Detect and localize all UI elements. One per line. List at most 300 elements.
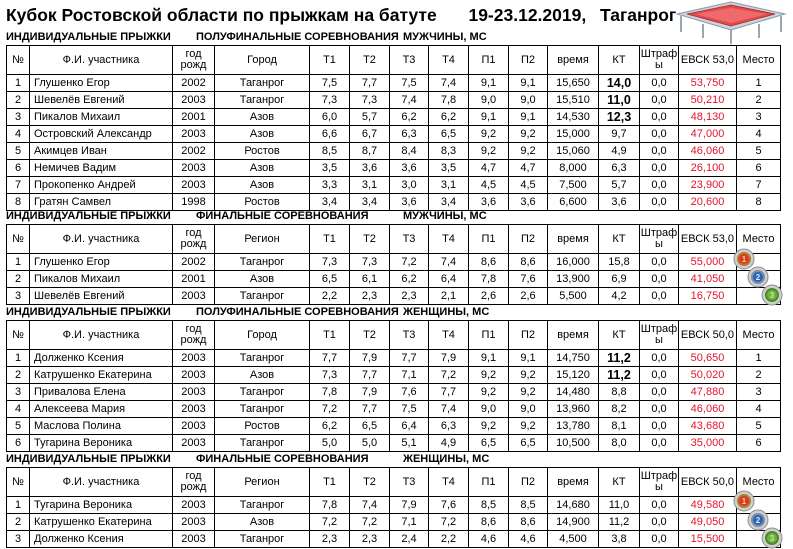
table-cell: 7,2 xyxy=(429,367,469,384)
kt-cell: 11,0 xyxy=(599,92,640,109)
kt-cell: 8,0 xyxy=(599,435,640,452)
evsk-score: 16,750 xyxy=(679,288,737,305)
table-cell: 6,7 xyxy=(350,126,390,143)
kt-cell: 15,8 xyxy=(599,254,640,271)
table-cell: 7,8 xyxy=(310,384,350,401)
table-cell: Таганрог xyxy=(215,75,310,92)
table-cell: 2 xyxy=(7,367,30,384)
table-cell: Ростов xyxy=(215,143,310,160)
table-cell: Таганрог xyxy=(215,531,310,548)
table-cell: 6 xyxy=(7,435,30,452)
table-cell: 15,060 xyxy=(548,143,599,160)
table-cell: 6,3 xyxy=(429,418,469,435)
table-cell: 2002 xyxy=(173,75,215,92)
column-header: Т4 xyxy=(429,46,469,75)
evsk-score: 46,060 xyxy=(679,143,737,160)
table-cell: 6,2 xyxy=(390,271,429,288)
competition-dates: 19-23.12.2019, xyxy=(468,5,587,25)
trampoline-icon xyxy=(673,0,789,46)
table-cell: 7,7 xyxy=(429,384,469,401)
table-cell: 9,2 xyxy=(469,384,509,401)
table-cell: 0,0 xyxy=(640,143,679,160)
table-cell: 16,000 xyxy=(548,254,599,271)
table-cell: 10,500 xyxy=(548,435,599,452)
evsk-score: 41,050 xyxy=(679,271,737,288)
table-cell: Азов xyxy=(215,271,310,288)
table-cell: 1 xyxy=(7,497,30,514)
evsk-score: 50,210 xyxy=(679,92,737,109)
evsk-score: 23,900 xyxy=(679,177,737,194)
evsk-score: 46,060 xyxy=(679,401,737,418)
column-header: № xyxy=(7,225,30,254)
kt-cell: 8,8 xyxy=(599,384,640,401)
table-cell: 7,4 xyxy=(350,497,390,514)
column-header: время xyxy=(548,321,599,350)
kt-cell: 14,0 xyxy=(599,75,640,92)
table-cell: 7,3 xyxy=(310,254,350,271)
table-cell: 7,5 xyxy=(390,75,429,92)
column-header: время xyxy=(548,225,599,254)
table-cell: 0,0 xyxy=(640,435,679,452)
table-cell: 7,9 xyxy=(390,497,429,514)
kt-cell: 8,1 xyxy=(599,418,640,435)
table-cell: 1 xyxy=(7,75,30,92)
results-table xyxy=(6,467,781,548)
column-header: Место xyxy=(737,225,781,254)
table-cell: 4,7 xyxy=(469,160,509,177)
athlete-name: Катрушенко Екатерина xyxy=(30,514,173,531)
results-table xyxy=(6,320,781,452)
kt-cell: 3,8 xyxy=(599,531,640,548)
table-cell: 14,680 xyxy=(548,497,599,514)
column-header: Т3 xyxy=(390,468,429,497)
table-cell: Азов xyxy=(215,160,310,177)
column-header: КТ xyxy=(599,468,640,497)
table-cell: Азов xyxy=(215,514,310,531)
table-cell: 7,3 xyxy=(350,92,390,109)
evsk-score: 50,650 xyxy=(679,350,737,367)
table-cell: 3,4 xyxy=(310,194,350,211)
column-header: год рожд xyxy=(173,321,215,350)
table-cell: 3 xyxy=(7,288,30,305)
athlete-name: Катрушенко Екатерина xyxy=(30,367,173,384)
table-cell: 6,2 xyxy=(429,109,469,126)
table-cell: 6,3 xyxy=(390,126,429,143)
section-group: МУЖЧИНЫ, МС xyxy=(403,31,487,43)
table-cell: 3,1 xyxy=(350,177,390,194)
table-cell: 1998 xyxy=(173,194,215,211)
table-cell: 0,0 xyxy=(640,177,679,194)
table-cell: 0,0 xyxy=(640,75,679,92)
column-header: время xyxy=(548,46,599,75)
table-cell: 13,900 xyxy=(548,271,599,288)
table-cell: 2003 xyxy=(173,497,215,514)
table-cell: 4,500 xyxy=(548,531,599,548)
section-title xyxy=(6,305,646,320)
table-cell: 6,6 xyxy=(310,126,350,143)
table-cell: 6,5 xyxy=(350,418,390,435)
kt-cell: 6,9 xyxy=(599,271,640,288)
table-cell: 1 xyxy=(7,350,30,367)
table-cell: Азов xyxy=(215,109,310,126)
kt-cell: 11,2 xyxy=(599,514,640,531)
column-header: Т3 xyxy=(390,321,429,350)
table-cell: 9,1 xyxy=(509,75,548,92)
table-cell: 0,0 xyxy=(640,367,679,384)
table-cell: 5 xyxy=(7,143,30,160)
column-header: Т3 xyxy=(390,225,429,254)
table-cell: 6 xyxy=(7,160,30,177)
table-cell: 3,6 xyxy=(469,194,509,211)
table-cell: 3,5 xyxy=(429,160,469,177)
table-cell: 4 xyxy=(7,126,30,143)
table-cell: 2003 xyxy=(173,418,215,435)
column-header: год рожд xyxy=(173,225,215,254)
table-cell: 7,4 xyxy=(429,254,469,271)
table-cell: 6,5 xyxy=(429,126,469,143)
table-cell: 13,960 xyxy=(548,401,599,418)
table-cell: 7,6 xyxy=(390,384,429,401)
athlete-name: Пикалов Михаил xyxy=(30,109,173,126)
kt-cell: 8,2 xyxy=(599,401,640,418)
athlete-name: Тугарина Вероника xyxy=(30,435,173,452)
table-cell: 7,2 xyxy=(390,254,429,271)
table-cell: 7,4 xyxy=(390,92,429,109)
athlete-name: Прокопенко Андрей xyxy=(30,177,173,194)
column-header: КТ xyxy=(599,46,640,75)
place-cell: 5 xyxy=(737,418,781,435)
column-header: ЕВСК 53,0 xyxy=(679,46,737,75)
evsk-score: 53,750 xyxy=(679,75,737,92)
table-cell: Таганрог xyxy=(215,435,310,452)
table-cell: 2001 xyxy=(173,271,215,288)
table-cell: 0,0 xyxy=(640,254,679,271)
table-cell: 2003 xyxy=(173,384,215,401)
table-cell: 9,2 xyxy=(509,384,548,401)
medal-number: 3 xyxy=(769,534,775,543)
kt-cell: 6,3 xyxy=(599,160,640,177)
table-cell: Таганрог xyxy=(215,288,310,305)
table-cell: 9,1 xyxy=(469,109,509,126)
table-cell: 4,9 xyxy=(429,435,469,452)
table-cell: Таганрог xyxy=(215,384,310,401)
table-cell: 3,1 xyxy=(429,177,469,194)
column-header: П1 xyxy=(469,468,509,497)
column-header: ЕВСК 53,0 xyxy=(679,225,737,254)
table-cell: 15,650 xyxy=(548,75,599,92)
athlete-name: Глушенко Егор xyxy=(30,254,173,271)
table-cell: 2 xyxy=(7,514,30,531)
column-header: П2 xyxy=(509,46,548,75)
table-cell: 7,3 xyxy=(310,92,350,109)
table-cell: 8,000 xyxy=(548,160,599,177)
table-cell: 5,0 xyxy=(310,435,350,452)
table-row xyxy=(7,75,781,92)
evsk-score: 49,050 xyxy=(679,514,737,531)
table-cell: 8,6 xyxy=(469,254,509,271)
column-header: КТ xyxy=(599,225,640,254)
athlete-name: Долженко Ксения xyxy=(30,350,173,367)
column-header: Город xyxy=(215,46,310,75)
column-header: Регион xyxy=(215,468,310,497)
table-cell: 9,2 xyxy=(509,126,548,143)
evsk-score: 55,000 xyxy=(679,254,737,271)
table-cell: 0,0 xyxy=(640,401,679,418)
table-cell: 5,1 xyxy=(390,435,429,452)
table-cell: 4,5 xyxy=(509,177,548,194)
table-cell: 6,0 xyxy=(310,109,350,126)
section-title xyxy=(6,452,646,467)
table-cell: 15,120 xyxy=(548,367,599,384)
table-cell: 7,6 xyxy=(429,497,469,514)
table-cell: 9,2 xyxy=(509,367,548,384)
table-cell: 14,530 xyxy=(548,109,599,126)
table-cell: Таганрог xyxy=(215,350,310,367)
table-cell: 3,3 xyxy=(310,177,350,194)
table-cell: 7,9 xyxy=(429,350,469,367)
column-header: Т3 xyxy=(390,46,429,75)
section-group: ЖЕНЩИНЫ, МС xyxy=(403,306,490,318)
section-stage: ФИНАЛЬНЫЕ СОРЕВНОВАНИЯ xyxy=(196,210,369,222)
table-cell: 0,0 xyxy=(640,418,679,435)
column-header: Место xyxy=(737,468,781,497)
section-group: МУЖЧИНЫ, МС xyxy=(403,210,487,222)
table-cell: 8,3 xyxy=(429,143,469,160)
table-cell: 5 xyxy=(7,418,30,435)
column-header: П2 xyxy=(509,468,548,497)
table-cell: 8,6 xyxy=(469,514,509,531)
table-cell: 2002 xyxy=(173,254,215,271)
athlete-name: Пикалов Михаил xyxy=(30,271,173,288)
evsk-score: 20,600 xyxy=(679,194,737,211)
table-header-row xyxy=(7,321,781,350)
evsk-score: 15,500 xyxy=(679,531,737,548)
place-cell: 1 xyxy=(737,75,781,92)
table-row xyxy=(7,401,781,418)
column-header: П1 xyxy=(469,321,509,350)
kt-cell: 9,7 xyxy=(599,126,640,143)
table-cell: 9,2 xyxy=(509,143,548,160)
table-cell: Таганрог xyxy=(215,254,310,271)
table-cell: 7,7 xyxy=(390,350,429,367)
table-cell: 8 xyxy=(7,194,30,211)
table-cell: 2,3 xyxy=(310,531,350,548)
table-cell: 3,6 xyxy=(509,194,548,211)
column-header: Т1 xyxy=(310,468,350,497)
table-cell: 7,5 xyxy=(310,75,350,92)
place-cell: 6 xyxy=(737,160,781,177)
table-cell: 7,7 xyxy=(350,367,390,384)
table-row xyxy=(7,126,781,143)
table-cell: 2,1 xyxy=(429,288,469,305)
athlete-name: Долженко Ксения xyxy=(30,531,173,548)
table-cell: 2001 xyxy=(173,109,215,126)
column-header: Т2 xyxy=(350,468,390,497)
table-cell: 4,6 xyxy=(509,531,548,548)
table-cell: 6,5 xyxy=(509,435,548,452)
table-cell: 2003 xyxy=(173,288,215,305)
table-cell: 7,7 xyxy=(310,350,350,367)
athlete-name: Шевелёв Евгений xyxy=(30,288,173,305)
table-cell: 7,500 xyxy=(548,177,599,194)
table-cell: 6,2 xyxy=(310,418,350,435)
evsk-score: 47,880 xyxy=(679,384,737,401)
table-cell: 8,6 xyxy=(509,254,548,271)
table-header-row xyxy=(7,46,781,75)
athlete-name: Островский Александр xyxy=(30,126,173,143)
kt-cell: 4,2 xyxy=(599,288,640,305)
table-cell: 0,0 xyxy=(640,126,679,143)
table-cell: 8,6 xyxy=(509,514,548,531)
table-cell: 3 xyxy=(7,531,30,548)
column-header: Ф.И. участника xyxy=(30,46,173,75)
table-cell: 9,2 xyxy=(469,143,509,160)
table-row xyxy=(7,367,781,384)
table-cell: 0,0 xyxy=(640,384,679,401)
competition-city: Таганрог xyxy=(599,5,677,25)
table-row xyxy=(7,271,781,288)
table-row xyxy=(7,531,781,548)
table-cell: 0,0 xyxy=(640,194,679,211)
table-cell: 6,5 xyxy=(310,271,350,288)
place-cell: 1 xyxy=(737,350,781,367)
table-cell: 9,2 xyxy=(469,367,509,384)
table-cell: 9,0 xyxy=(469,401,509,418)
section-title xyxy=(6,30,646,45)
table-cell: 8,4 xyxy=(390,143,429,160)
athlete-name: Тугарина Вероника xyxy=(30,497,173,514)
table-cell: 0,0 xyxy=(640,271,679,288)
table-cell: 0,0 xyxy=(640,288,679,305)
table-cell: 7,2 xyxy=(310,401,350,418)
results-table xyxy=(6,45,781,211)
results-table xyxy=(6,224,781,305)
table-cell: Ростов xyxy=(215,418,310,435)
place-cell: 6 xyxy=(737,435,781,452)
table-cell: 2,6 xyxy=(469,288,509,305)
table-row xyxy=(7,143,781,160)
table-cell: Ростов xyxy=(215,194,310,211)
table-cell: 3,5 xyxy=(310,160,350,177)
table-cell: 7,4 xyxy=(429,75,469,92)
medal-number: 1 xyxy=(741,255,747,264)
table-cell: 1 xyxy=(7,254,30,271)
table-cell: 2,6 xyxy=(509,288,548,305)
table-cell: 2 xyxy=(7,271,30,288)
table-row xyxy=(7,92,781,109)
kt-cell: 12,3 xyxy=(599,109,640,126)
kt-cell: 3,6 xyxy=(599,194,640,211)
athlete-name: Немичев Вадим xyxy=(30,160,173,177)
place-cell: 2 xyxy=(737,367,781,384)
athlete-name: Глушенко Егор xyxy=(30,75,173,92)
table-cell: 3,6 xyxy=(390,160,429,177)
evsk-score: 35,000 xyxy=(679,435,737,452)
column-header: Город xyxy=(215,321,310,350)
table-row xyxy=(7,418,781,435)
table-cell: 9,1 xyxy=(469,350,509,367)
table-cell: 7,9 xyxy=(350,384,390,401)
column-header: П1 xyxy=(469,225,509,254)
column-header: Т2 xyxy=(350,46,390,75)
column-header: Т4 xyxy=(429,468,469,497)
table-row xyxy=(7,497,781,514)
table-cell: 3,6 xyxy=(390,194,429,211)
column-header: № xyxy=(7,46,30,75)
table-cell: 2003 xyxy=(173,350,215,367)
column-header: Т1 xyxy=(310,225,350,254)
column-header: время xyxy=(548,468,599,497)
table-cell: 7,8 xyxy=(310,497,350,514)
kt-cell: 11,0 xyxy=(599,497,640,514)
section-group: ЖЕНЩИНЫ, МС xyxy=(403,453,490,465)
table-row xyxy=(7,177,781,194)
table-cell: 7,2 xyxy=(429,514,469,531)
evsk-score: 47,000 xyxy=(679,126,737,143)
table-cell: 2003 xyxy=(173,177,215,194)
table-cell: 14,480 xyxy=(548,384,599,401)
table-cell: 8,7 xyxy=(350,143,390,160)
table-cell: 4,6 xyxy=(469,531,509,548)
table-cell: 9,2 xyxy=(509,418,548,435)
section-stage: ПОЛУФИНАЛЬНЫЕ СОРЕВНОВАНИЯ xyxy=(196,31,399,43)
table-cell: 8,5 xyxy=(469,497,509,514)
table-cell: 3,4 xyxy=(429,194,469,211)
section-title xyxy=(6,209,646,224)
table-cell: 6,2 xyxy=(390,109,429,126)
table-cell: 15,000 xyxy=(548,126,599,143)
column-header: № xyxy=(7,321,30,350)
table-cell: 0,0 xyxy=(640,109,679,126)
table-cell: 9,1 xyxy=(469,75,509,92)
column-header: год рожд xyxy=(173,46,215,75)
place-cell: 4 xyxy=(737,401,781,418)
table-cell: 7,6 xyxy=(509,271,548,288)
table-cell: 9,2 xyxy=(469,126,509,143)
table-cell: 2,3 xyxy=(390,288,429,305)
table-cell: 6,600 xyxy=(548,194,599,211)
table-cell: 8,5 xyxy=(310,143,350,160)
section-stage: ПОЛУФИНАЛЬНЫЕ СОРЕВНОВАНИЯ xyxy=(196,306,399,318)
table-row xyxy=(7,350,781,367)
athlete-name: Алексеева Мария xyxy=(30,401,173,418)
table-cell: 0,0 xyxy=(640,531,679,548)
column-header: год рожд xyxy=(173,468,215,497)
table-cell: 6,4 xyxy=(429,271,469,288)
table-cell: 5,0 xyxy=(350,435,390,452)
table-cell: 2003 xyxy=(173,160,215,177)
medal-number: 2 xyxy=(755,516,761,525)
table-cell: 2,3 xyxy=(350,531,390,548)
section-event: ИНДИВИДУАЛЬНЫЕ ПРЫЖКИ xyxy=(6,210,171,222)
table-cell: 15,510 xyxy=(548,92,599,109)
athlete-name: Гратян Самвел xyxy=(30,194,173,211)
table-cell: 0,0 xyxy=(640,350,679,367)
table-cell: 9,0 xyxy=(509,92,548,109)
table-cell: 2,4 xyxy=(390,531,429,548)
table-cell: 7 xyxy=(7,177,30,194)
table-cell: 6,1 xyxy=(350,271,390,288)
page-title xyxy=(6,2,676,28)
table-cell: 3 xyxy=(7,109,30,126)
section-stage: ФИНАЛЬНЫЕ СОРЕВНОВАНИЯ xyxy=(196,453,369,465)
column-header: Т2 xyxy=(350,321,390,350)
column-header: Ф.И. участника xyxy=(30,468,173,497)
table-cell: 0,0 xyxy=(640,92,679,109)
table-cell: Таганрог xyxy=(215,497,310,514)
kt-cell: 11,2 xyxy=(599,350,640,367)
table-cell: 7,7 xyxy=(350,401,390,418)
